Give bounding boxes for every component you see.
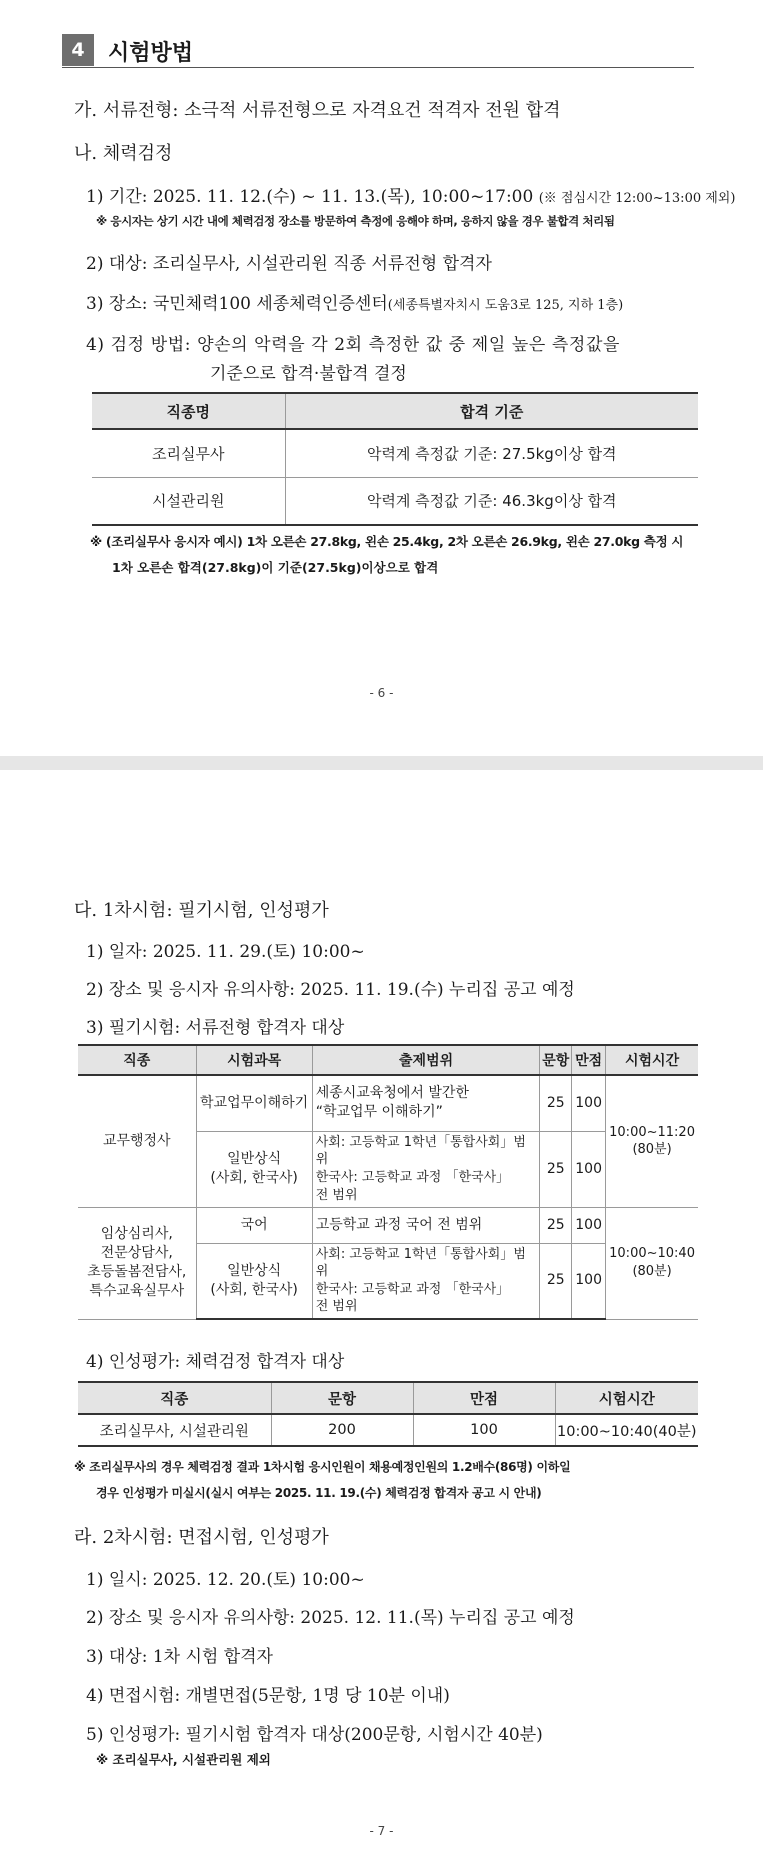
ra-item-place: 2) 장소 및 응시자 유의사항: 2025. 12. 11.(목) 누리집 공고 예정 — [86, 1608, 575, 1628]
cell-job: 교무행정사 — [78, 1075, 196, 1207]
example-note-2: 1차 오른손 합격(27.8kg)이 기준(27.5kg)이상으로 합격 — [112, 560, 439, 575]
page-number: - 6 - — [369, 686, 394, 700]
table-row — [78, 1207, 698, 1243]
cell-scope: 사회: 고등학교 1학년「통합사회」범위 한국사: 고등학교 과정 「한국사」 전 범위 — [312, 1131, 540, 1207]
cell-score: 100 — [572, 1207, 606, 1243]
cell-score: 100 — [413, 1414, 555, 1446]
cell-questions: 25 — [540, 1075, 572, 1131]
cell-score: 100 — [572, 1131, 606, 1207]
header-questions: 문항 — [271, 1382, 413, 1414]
cell-scope: 세종시교육청에서 발간한 “학교업무 이해하기” — [312, 1075, 540, 1131]
ra-item-target: 3) 대상: 1차 시험 합격자 — [86, 1647, 273, 1667]
cell-subject: 일반상식 (사회, 한국사) — [196, 1131, 312, 1207]
fitness-criteria-table — [92, 392, 698, 526]
cell-time: 10:00~10:40 (80분) — [606, 1207, 698, 1319]
header-job: 직종 — [78, 1382, 271, 1414]
ra-note: ※ 조리실무사, 시설관리원 제외 — [96, 1752, 271, 1767]
method-line-2: 기준으로 합격·불합격 결정 — [210, 364, 407, 384]
written-exam-table — [78, 1044, 698, 1320]
cell-job: 임상심리사, 전문상담사, 초등돌봄전담사, 특수교육실무사 — [78, 1207, 196, 1319]
section-title: 시험방법 — [108, 41, 194, 66]
header-scope: 출제범위 — [312, 1045, 540, 1075]
cell-questions: 25 — [540, 1243, 572, 1319]
aptitude-table — [78, 1381, 698, 1447]
cell-score: 100 — [572, 1243, 606, 1319]
method-line: 4) 검정 방법: 양손의 악력을 각 2회 측정한 값 중 제일 높은 측정값을 — [86, 335, 620, 355]
header-time: 시험시간 — [555, 1382, 698, 1414]
cell-questions: 200 — [271, 1414, 413, 1446]
cell-questions: 25 — [540, 1131, 572, 1207]
heading-ga: 가. 서류전형: 소극적 서류전형으로 자격요건 적격자 전원 합격 — [74, 100, 561, 121]
da-item-written: 3) 필기시험: 서류전형 합격자 대상 — [86, 1018, 345, 1038]
header-score: 만점 — [572, 1045, 606, 1075]
period-line: 1) 기간: 2025. 11. 12.(수) ~ 11. 13.(목), 10:00~17:00 (※ 점심시간 12:00~13:00 제외) — [86, 187, 736, 207]
da-item-place: 2) 장소 및 응시자 유의사항: 2025. 11. 19.(수) 누리집 공고 예정 — [86, 980, 575, 1000]
header-job: 직종명 — [92, 393, 285, 429]
header-job: 직종 — [78, 1045, 196, 1075]
page-number: - 7 - — [369, 1824, 394, 1838]
page-separator — [0, 756, 763, 770]
aptitude-note-2: 경우 인성평가 미실시(실시 여부는 2025. 11. 19.(수) 체력검정 합격자 공고 시 안내) — [96, 1486, 542, 1500]
cell-time: 10:00~10:40(40분) — [555, 1414, 698, 1446]
da-item-date: 1) 일자: 2025. 11. 29.(토) 10:00~ — [86, 942, 365, 962]
heading-da: 다. 1차시험: 필기시험, 인성평가 — [74, 900, 329, 921]
cell-scope: 고등학교 과정 국어 전 범위 — [312, 1207, 540, 1243]
table-row — [92, 477, 698, 525]
target-line: 2) 대상: 조리실무사, 시설관리원 직종 서류전형 합격자 — [86, 254, 492, 274]
period-note: ※ 응시자는 상기 시간 내에 체력검정 장소를 방문하여 측정에 응해야 하며, 응하지 않을 경우 불합격 처리됨 — [96, 214, 615, 228]
location-line: 3) 장소: 국민체력100 세종체력인증센터(세종특별자치시 도움3로 125, 지하 1층) — [86, 294, 624, 314]
header-score: 만점 — [413, 1382, 555, 1414]
table-header-row — [78, 1382, 698, 1414]
cell-job: 조리실무사 — [92, 429, 285, 477]
cell-job: 시설관리원 — [92, 477, 285, 525]
header-criteria: 합격 기준 — [285, 393, 698, 429]
ra-item-interview: 4) 면접시험: 개별면접(5문항, 1명 당 10분 이내) — [86, 1686, 450, 1706]
cell-subject: 학교업무이해하기 — [196, 1075, 312, 1131]
header-time: 시험시간 — [606, 1045, 698, 1075]
table-header-row — [78, 1045, 698, 1075]
header-questions: 문항 — [540, 1045, 572, 1075]
cell-questions: 25 — [540, 1207, 572, 1243]
table-row — [78, 1075, 698, 1131]
example-note-1: ※ (조리실무사 응시자 예시) 1차 오른손 27.8kg, 왼손 25.4kg, 2차 오른손 26.9kg, 왼손 27.0kg 측정 시 — [90, 534, 684, 549]
table-header-row — [92, 393, 698, 429]
document-page-6 — [0, 0, 763, 756]
cell-scope: 사회: 고등학교 1학년「통합사회」범위 한국사: 고등학교 과정 「한국사」 전 범위 — [312, 1243, 540, 1319]
cell-score: 100 — [572, 1075, 606, 1131]
table-row — [92, 429, 698, 477]
cell-subject: 국어 — [196, 1207, 312, 1243]
heading-na: 나. 체력검정 — [74, 143, 173, 164]
aptitude-note-1: ※ 조리실무사의 경우 체력검정 결과 1차시험 응시인원이 채용예정인원의 1.2배수(86명) 이하일 — [74, 1460, 571, 1474]
cell-subject: 일반상식 (사회, 한국사) — [196, 1243, 312, 1319]
cell-job: 조리실무사, 시설관리원 — [78, 1414, 271, 1446]
table-row — [78, 1414, 698, 1446]
ra-item-aptitude: 5) 인성평가: 필기시험 합격자 대상(200문항, 시험시간 40분) — [86, 1725, 543, 1745]
heading-ra: 라. 2차시험: 면접시험, 인성평가 — [74, 1527, 329, 1548]
cell-criteria: 악력계 측정값 기준: 46.3kg이상 합격 — [285, 477, 698, 525]
section-number: 4 — [62, 34, 94, 66]
header-subject: 시험과목 — [196, 1045, 312, 1075]
ra-item-date: 1) 일시: 2025. 12. 20.(토) 10:00~ — [86, 1570, 365, 1590]
section-header — [62, 34, 694, 68]
aptitude-label: 4) 인성평가: 체력검정 합격자 대상 — [86, 1352, 345, 1372]
cell-criteria: 악력계 측정값 기준: 27.5kg이상 합격 — [285, 429, 698, 477]
cell-time: 10:00~11:20 (80분) — [606, 1075, 698, 1207]
